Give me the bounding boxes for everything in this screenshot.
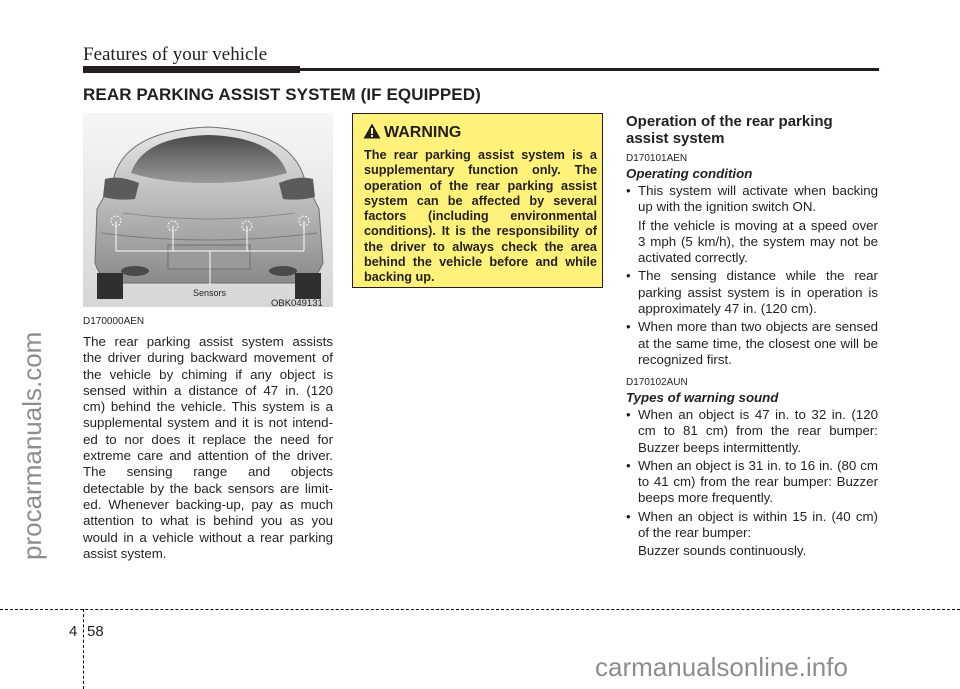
warning-icon [363,123,381,139]
list-item-note: If the vehicle is moving at a speed over 3 mph (5 km/h), the system may not be activated correctly. [638,217,878,266]
bullet-dot: • [626,457,631,473]
body-line: sensed within a distance of 47 in. (120 [83,382,333,398]
header-bar [83,66,300,73]
figure-code: OBK049131 [271,298,323,307]
bullet-dot: • [626,268,631,284]
body-line: attention to what is behind you as you [83,513,333,529]
bullet-dot: • [626,407,631,422]
list-item-note: Buzzer sounds continuously. [638,543,807,559]
left-body-text [83,334,333,562]
body-line: ed. Whenever backing-up, pay as much [83,496,333,512]
operating-condition-list [626,183,878,368]
bullet-dot: • [626,319,631,335]
operating-condition-subheading: Operating condition [626,166,753,181]
body-line: the driver during backward movement of [83,350,333,366]
body-line: detectable by the back sensors are limit- [83,480,333,496]
bottom-watermark: carmanualsonline.info [595,652,848,682]
warning-sound-subheading: Types of warning sound [626,390,779,405]
header-rule [300,68,879,71]
footer-rule [0,609,960,611]
warning-sound-code: D170102AUN [626,377,688,388]
warning-text: The rear parking assist system is a supplementary function only. The operation of the rear parking assist system can be affected by several factors (including environmental conditions). It is the responsibility of the driver to always check the area behind the vehicle before and while backing up. [364,148,597,285]
body-line: cm) behind the vehicle. This system is a [83,399,333,415]
page-number: 58 [87,623,104,640]
car-rear-illustration [83,113,333,307]
footer-divider [83,609,85,689]
list-item: • When an object is 31 in. to 16 in. (80 cm to 41 cm) from the rear bumper: Buzzer beeps more frequently. [626,457,878,506]
body-line: ed to nor does it replace the need for [83,431,333,447]
body-line: the vehicle by chiming if any object is [83,366,333,382]
body-line: extreme care and attention of the driver. [83,448,333,464]
operation-heading [626,113,878,147]
bullet-dot: • [626,508,631,524]
section-number: 4 [69,623,78,640]
section-heading: REAR PARKING ASSIST SYSTEM (IF EQUIPPED) [83,85,481,104]
list-item: • This system will activate when backing up with the ignition switch ON. If the vehicle is moving at a speed over 3 mph (5 km/h), the system may not be activated correctly. [626,183,878,266]
chapter-title: Features of your vehicle [83,44,268,65]
rear-bumper-photo [83,113,333,307]
list-item: • When an object is within 15 in. (40 cm) of the rear bumper: Buzzer sounds continuously. [626,508,878,559]
sensors-callout: Sensors [193,288,227,298]
body-line: The sensing range and objects [83,464,333,480]
bullet-dot: • [626,183,631,198]
body-line: assist system. [83,545,167,561]
warning-box [352,113,603,288]
list-item: • When more than two objects are sensed at the same time, the closest one will be recognized first. [626,319,878,367]
operation-code: D170101AEN [626,153,688,164]
body-line: supplemental system and it is not intend- [83,415,333,431]
operation-heading-line1: Operation of the rear parking [626,113,833,130]
list-item: • When an object is 47 in. to 32 in. (120 cm to 81 cm) from the rear bumper: Buzzer beeps intermittently. [626,407,878,455]
warning-sound-list [626,407,878,560]
body-line: would in a vehicle without a rear parking [83,529,333,545]
side-watermark: procarmanuals.com [17,331,47,560]
body-line: The rear parking assist system assists [83,334,333,349]
warning-title: WARNING [384,124,462,141]
operation-heading-line2: assist system [626,130,725,147]
list-item: • The sensing distance while the rear parking assist system is in operation is approximately 47 in. (120 cm). [626,268,878,317]
left-section-code: D170000AEN [83,316,145,327]
